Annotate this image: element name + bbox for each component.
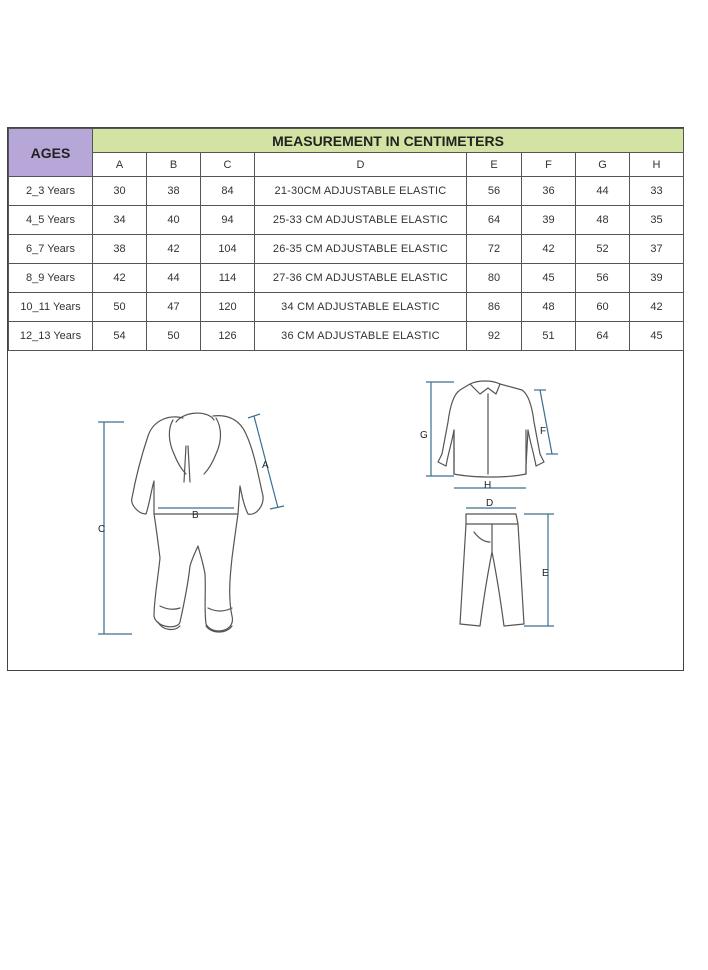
age-cell: 6_7 Years — [9, 235, 93, 264]
age-cell: 12_13 Years — [9, 322, 93, 351]
measurement-cell: 60 — [576, 293, 630, 322]
column-header-c: C — [201, 153, 255, 177]
measurement-cell: 52 — [576, 235, 630, 264]
table-row — [9, 293, 684, 322]
measurement-cell: 38 — [93, 235, 147, 264]
measurement-cell: 64 — [576, 322, 630, 351]
column-header-e: E — [467, 153, 522, 177]
age-cell: 4_5 Years — [9, 206, 93, 235]
ages-header: AGES — [9, 129, 93, 177]
measurement-cell: 34 CM ADJUSTABLE ELASTIC — [255, 293, 467, 322]
measurement-cell: 120 — [201, 293, 255, 322]
dim-label-d: D — [486, 498, 494, 509]
age-cell: 2_3 Years — [9, 177, 93, 206]
column-header-f: F — [522, 153, 576, 177]
measurement-cell: 114 — [201, 264, 255, 293]
table-row — [9, 177, 684, 206]
size-chart — [7, 127, 684, 671]
garment-illustration — [8, 346, 683, 670]
measurement-cell: 33 — [630, 177, 684, 206]
table-row — [9, 206, 684, 235]
age-cell: 10_11 Years — [9, 293, 93, 322]
size-table — [8, 128, 684, 351]
measurement-cell: 26-35 CM ADJUSTABLE ELASTIC — [255, 235, 467, 264]
measurement-cell: 39 — [630, 264, 684, 293]
measurement-cell: 92 — [467, 322, 522, 351]
measurement-cell: 30 — [93, 177, 147, 206]
measurement-cell: 94 — [201, 206, 255, 235]
pants-drawing — [460, 514, 524, 626]
measurement-cell: 42 — [147, 235, 201, 264]
measurement-cell: 42 — [630, 293, 684, 322]
shirt-drawing — [438, 381, 547, 477]
column-header-d: D — [255, 153, 467, 177]
column-header-g: G — [576, 153, 630, 177]
column-letters-row — [9, 153, 684, 177]
dim-label-b: B — [192, 510, 199, 521]
measurement-cell: 38 — [147, 177, 201, 206]
measurement-cell: 86 — [467, 293, 522, 322]
measurement-cell: 42 — [93, 264, 147, 293]
measurement-cell: 40 — [147, 206, 201, 235]
dim-label-c: C — [98, 524, 106, 535]
age-cell: 8_9 Years — [9, 264, 93, 293]
measurement-cell: 27-36 CM ADJUSTABLE ELASTIC — [255, 264, 467, 293]
measurement-cell: 47 — [147, 293, 201, 322]
measurement-cell: 104 — [201, 235, 255, 264]
dim-label-f: F — [540, 426, 547, 437]
column-header-b: B — [147, 153, 201, 177]
measurement-cell: 51 — [522, 322, 576, 351]
column-header-a: A — [93, 153, 147, 177]
measurement-cell: 50 — [147, 322, 201, 351]
dim-label-h: H — [484, 480, 492, 491]
measurement-cell: 25-33 CM ADJUSTABLE ELASTIC — [255, 206, 467, 235]
table-row — [9, 264, 684, 293]
measurement-cell: 34 — [93, 206, 147, 235]
measurement-cell: 84 — [201, 177, 255, 206]
measurement-cell: 80 — [467, 264, 522, 293]
measurement-cell: 45 — [630, 322, 684, 351]
measurement-cell: 56 — [467, 177, 522, 206]
measurement-cell: 54 — [93, 322, 147, 351]
measurement-cell: 45 — [522, 264, 576, 293]
measurement-cell: 21-30CM ADJUSTABLE ELASTIC — [255, 177, 467, 206]
dim-label-e: E — [542, 568, 549, 579]
measurement-cell: 44 — [147, 264, 201, 293]
measurement-cell: 50 — [93, 293, 147, 322]
dim-label-g: G — [420, 430, 428, 441]
onesie-drawing — [132, 413, 263, 632]
measurement-cell: 48 — [576, 206, 630, 235]
table-row — [9, 235, 684, 264]
measurement-cell: 56 — [576, 264, 630, 293]
measurement-cell: 39 — [522, 206, 576, 235]
measurement-cell: 35 — [630, 206, 684, 235]
measurement-cell: 37 — [630, 235, 684, 264]
measurement-cell: 72 — [467, 235, 522, 264]
dim-label-a: A — [262, 460, 269, 471]
measurement-cell: 42 — [522, 235, 576, 264]
measurement-cell: 36 — [522, 177, 576, 206]
measurement-cell: 48 — [522, 293, 576, 322]
column-header-h: H — [630, 153, 684, 177]
measurement-cell: 64 — [467, 206, 522, 235]
measurement-header: MEASUREMENT IN CENTIMETERS — [93, 129, 684, 153]
measurement-cell: 126 — [201, 322, 255, 351]
measurement-cell: 36 CM ADJUSTABLE ELASTIC — [255, 322, 467, 351]
measurement-cell: 44 — [576, 177, 630, 206]
